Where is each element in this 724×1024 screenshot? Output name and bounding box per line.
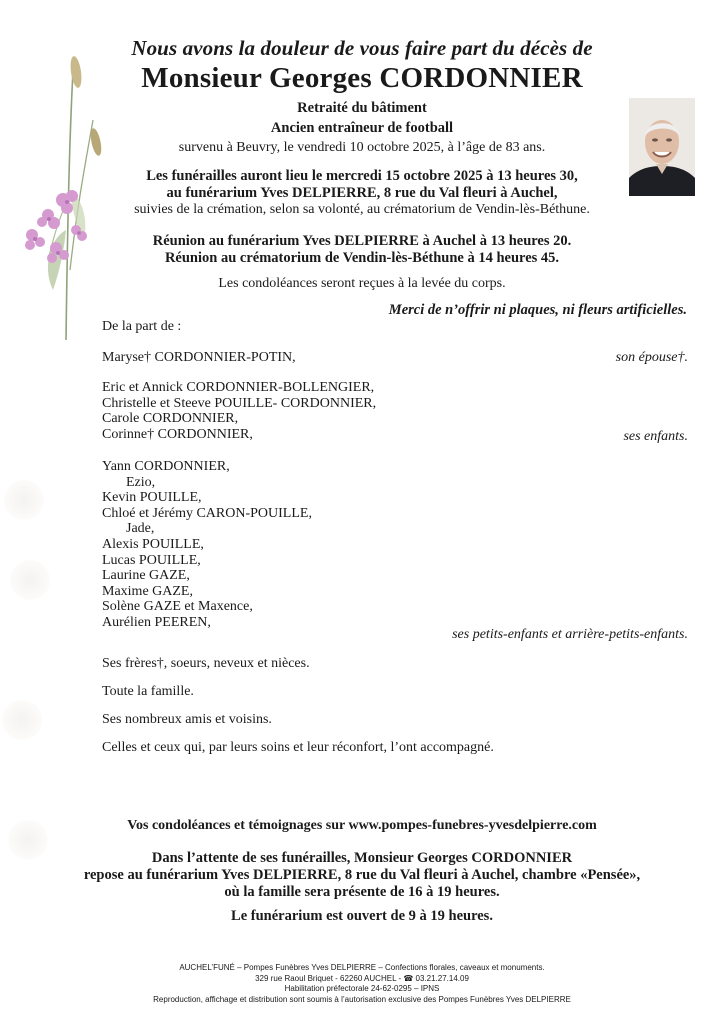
siblings-line: Ses frères†, soeurs, neveux et nièces. xyxy=(102,656,310,671)
rest-line-2: repose au funérarium Yves DELPIERRE, 8 rue du Val fleuri à Auchel, chambre «Pensée», xyxy=(83,867,641,883)
death-details: survenu à Beuvry, le vendredi 10 octobre 2025, à l’âge de 83 ans. xyxy=(178,140,546,155)
no-flowers-note: Merci de n’offrir ni plaques, ni fleurs artificielles. xyxy=(388,302,687,318)
footer-address: 329 rue Raoul Briquet - 62260 AUCHEL - ☎ 03.21.27.14.09 xyxy=(255,973,469,983)
funeral-date: Les funérailles auront lieu le mercredi 15 octobre 2025 à 13 heures 30, xyxy=(146,168,578,184)
list-item: Laurine GAZE, xyxy=(102,568,190,584)
spouse-relation: son épouse†. xyxy=(615,350,688,365)
meeting-funerarium: Réunion au funérarium Yves DELPIERRE à Auchel à 13 heures 20. xyxy=(152,233,572,249)
list-item: Alexis POUILLE, xyxy=(102,536,204,552)
list-item: Jade, xyxy=(126,521,155,537)
cremation-info: suivies de la crémation, selon sa volonté, au crématorium de Vendin-lès-Béthune. xyxy=(134,202,590,217)
list-item: Yann CORDONNIER, xyxy=(102,459,230,474)
list-item: Solène GAZE et Maxence, xyxy=(102,599,253,615)
website-notice: Vos condoléances et témoignages sur www.pompes-funebres-yvesdelpierre.com xyxy=(127,818,597,833)
role-coach: Ancien entraîneur de football xyxy=(270,120,454,136)
footer xyxy=(0,963,724,1005)
list-item: Ezio, xyxy=(126,474,156,490)
spouse-line: Maryse† CORDONNIER-POTIN, xyxy=(102,350,296,365)
funeral-location: au funérarium Yves DELPIERRE, 8 rue du Val fleuri à Auchel, xyxy=(166,185,558,201)
paper-stain xyxy=(4,480,44,520)
friends-line: Ses nombreux amis et voisins. xyxy=(102,712,272,727)
rest-line-3: où la famille sera présente de 16 à 19 heures. xyxy=(224,884,500,900)
footer-company: AUCHEL’FUNÉ – Pompes Funèbres Yves DELPIERRE – Confections florales, caveaux et monuments. xyxy=(179,963,545,972)
list-item: Corinne† CORDONNIER, xyxy=(102,426,253,442)
grandchildren-relation: ses petits-enfants et arrière-petits-enfants. xyxy=(452,627,688,642)
intro-heading: Nous avons la douleur de vous faire part du décès de xyxy=(131,36,593,60)
list-item: Chloé et Jérémy CARON-POUILLE, xyxy=(102,505,312,521)
family-line: Toute la famille. xyxy=(102,684,194,699)
children-relation: ses enfants. xyxy=(623,429,688,444)
carers-line: Celles et ceux qui, par leurs soins et leur réconfort, l’ont accompagné. xyxy=(102,740,494,755)
rest-line-1: Dans l’attente de ses funérailles, Monsieur Georges CORDONNIER xyxy=(151,850,573,866)
list-item: Eric et Annick CORDONNIER-BOLLENGIER, xyxy=(102,380,375,395)
opening-hours: Le funérarium est ouvert de 9 à 19 heures. xyxy=(231,908,493,924)
list-item: Aurélien PEEREN, xyxy=(102,614,211,630)
condolences-note: Les condoléances seront reçues à la levée du corps. xyxy=(218,276,506,291)
list-item: Carole CORDONNIER, xyxy=(102,411,239,427)
children-list xyxy=(102,380,376,442)
from-label: De la part de : xyxy=(102,319,182,334)
list-item: Maxime GAZE, xyxy=(102,583,193,599)
list-item: Kevin POUILLE, xyxy=(102,490,202,506)
paper-stain xyxy=(2,700,42,740)
deceased-name: Monsieur Georges CORDONNIER xyxy=(141,62,583,94)
footer-license: Habilitation préfectorale 24-62-0295 – IPNS xyxy=(284,984,440,993)
list-item: Christelle et Steeve POUILLE- CORDONNIER, xyxy=(102,395,377,411)
footer-rights: Reproduction, affichage et distribution sont soumis à l’autorisation exclusive des Pompes Funèbres Yves DELPIERRE xyxy=(153,994,571,1004)
grandchildren-list xyxy=(102,459,312,631)
paper-stain xyxy=(10,560,50,600)
role-retired: Retraité du bâtiment xyxy=(297,100,427,116)
list-item: Lucas POUILLE, xyxy=(102,552,201,568)
meeting-crematorium: Réunion au crématorium de Vendin-lès-Béthune à 14 heures 45. xyxy=(164,250,560,266)
